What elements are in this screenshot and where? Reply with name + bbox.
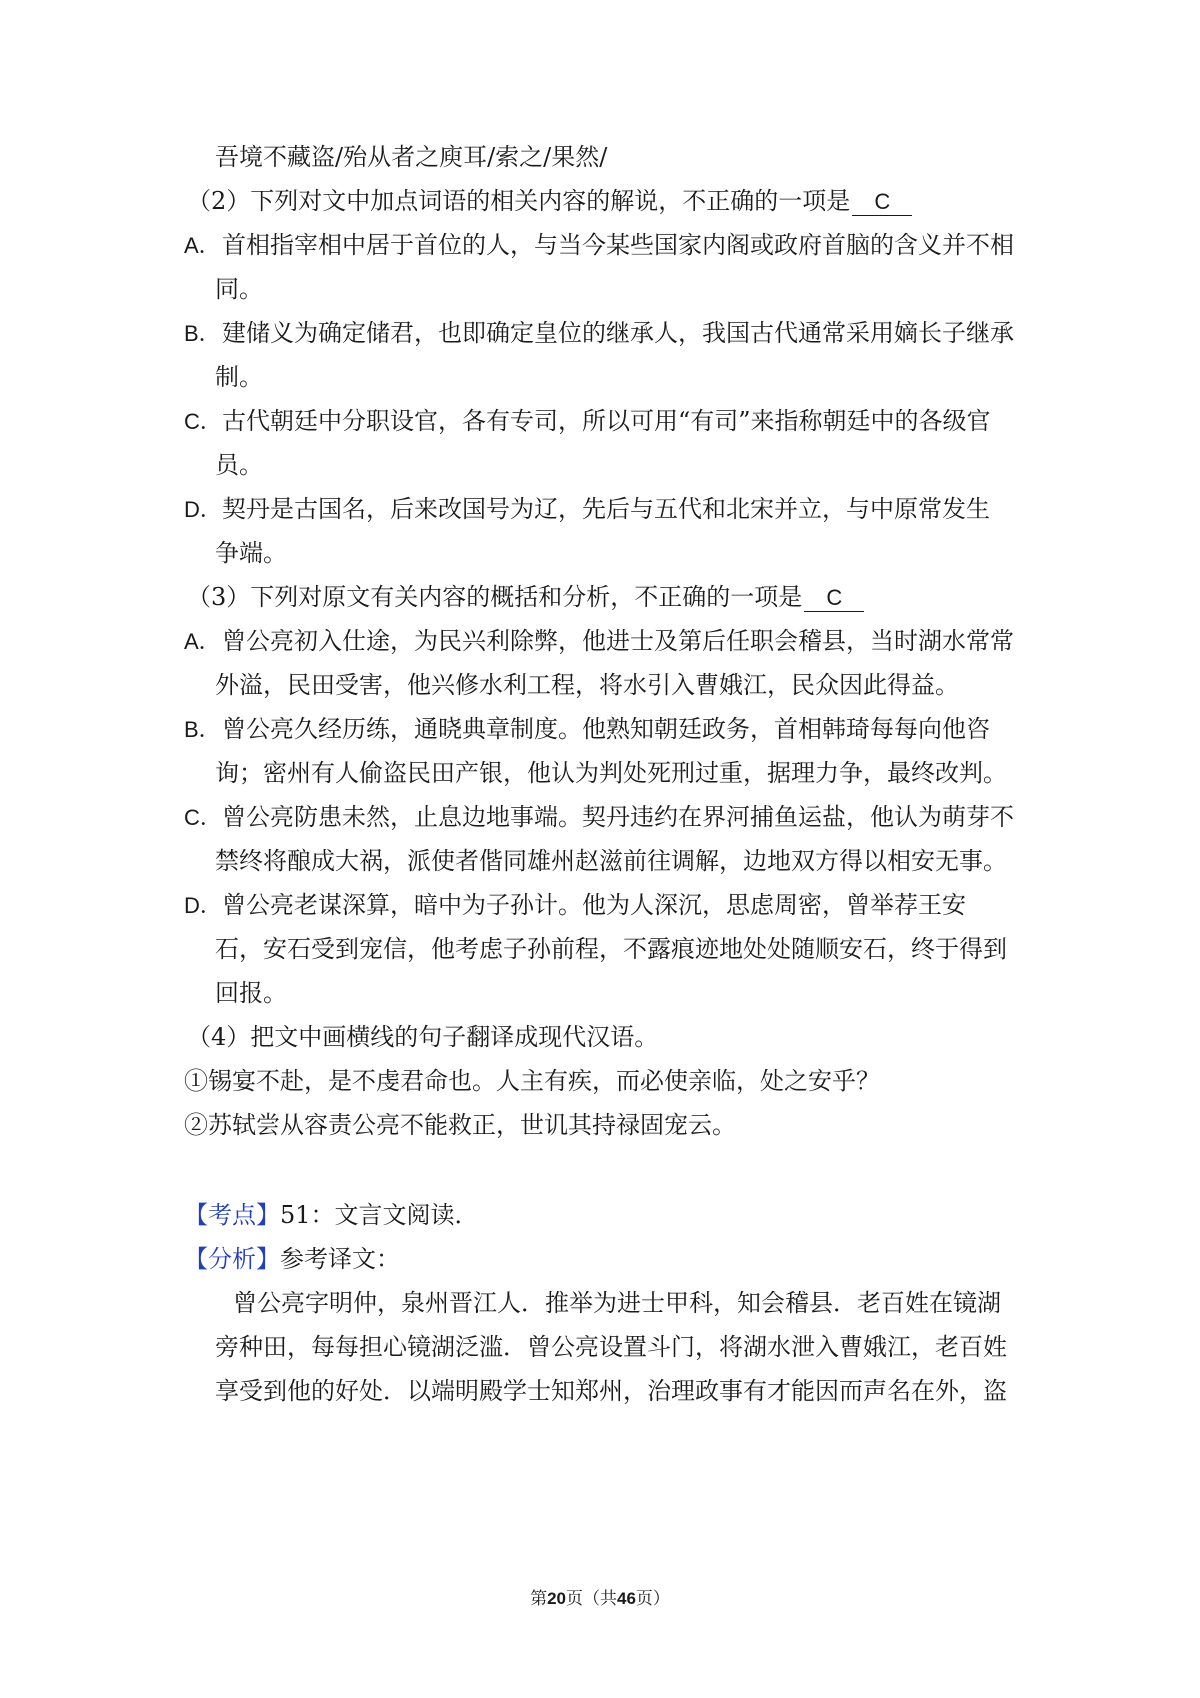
- option-letter: B．: [184, 321, 221, 346]
- q2-option-a-cont: 同。: [215, 275, 263, 303]
- option-letter: C．: [184, 409, 222, 434]
- q2-option-d: D．契丹是古国名，后来改国号为辽，先后与五代和北宋并立，与中原常发生: [184, 495, 990, 523]
- q2-option-c: C．古代朝廷中分职设官，各有专司，所以可用“有司”来指称朝廷中的各级官: [184, 407, 991, 435]
- translation-line-2: 旁种田，每每担心镜湖泛滥．曾公亮设置斗门，将湖水泄入曹娥江，老百姓: [215, 1333, 1007, 1361]
- translation-line-1: 曾公亮字明仲，泉州晋江人．推举为进士甲科，知会稽县．老百姓在镜湖: [233, 1289, 1001, 1317]
- question-2-stem: （2）下列对文中加点词语的相关内容的解说，不正确的一项是 C: [0, 186, 1200, 216]
- question-2-answer: C: [852, 189, 912, 216]
- q3-option-c-cont: 禁终将酿成大祸，派使者偕同雄州赵滋前往调解，边地双方得以相安无事。: [215, 847, 1007, 875]
- q2-option-b: B．建储义为确定储君，也即确定皇位的继承人，我国古代通常采用嫡长子继承: [184, 319, 1014, 347]
- option-letter: B．: [184, 717, 221, 742]
- option-letter: C．: [184, 805, 222, 830]
- kaodian-tag: 【考点】: [184, 1201, 280, 1229]
- q3-option-b-cont: 询；密州有人偷盗民田产银，他认为判处死刑过重，据理力争，最终改判。: [215, 759, 1007, 787]
- q3-option-a: A．曾公亮初入仕途，为民兴利除弊，他进士及第后任职会稽县，当时湖水常常: [184, 627, 1014, 655]
- q3-option-a-cont: 外溢，民田受害，他兴修水利工程，将水引入曹娥江，民众因此得益。: [215, 671, 959, 699]
- option-letter: A．: [184, 233, 221, 258]
- question-3-answer: C: [804, 585, 864, 612]
- question-4-stem: （4）把文中画横线的句子翻译成现代汉语。: [187, 1023, 659, 1051]
- option-letter: D．: [184, 893, 222, 918]
- punctuation-answer-line: 吾境不藏盗/殆从者之庾耳/索之/果然/: [215, 143, 608, 171]
- q3-option-b: B．曾公亮久经历练，通晓典章制度。他熟知朝廷政务，首相韩琦每每向他咨: [184, 715, 990, 743]
- option-letter: D．: [184, 497, 222, 522]
- page-number: 20: [547, 1589, 566, 1608]
- fenxi-tag: 【分析】: [184, 1245, 280, 1273]
- question-4-sentence-2: ②苏轼尝从容责公亮不能救正，世讥其持禄固宠云。: [184, 1111, 736, 1139]
- q2-option-a: A．首相指宰相中居于首位的人，与当今某些国家内阁或政府首脑的含义并不相: [184, 231, 1014, 259]
- question-4-sentence-1: ①锡宴不赴，是不虔君命也。人主有疾，而必使亲临，处之安乎？: [184, 1067, 880, 1095]
- q2-option-c-cont: 员。: [215, 451, 263, 479]
- q2-option-b-cont: 制。: [215, 363, 263, 391]
- q2-option-d-cont: 争端。: [215, 539, 287, 567]
- translation-line-3: 享受到他的好处．以端明殿学士知郑州，治理政事有才能因而声名在外，盗: [215, 1377, 1007, 1405]
- option-letter: A．: [184, 629, 221, 654]
- q3-option-d: D．曾公亮老谋深算，暗中为子孙计。他为人深沉，思虑周密，曾举荐王安: [184, 891, 966, 919]
- q3-option-d-cont2: 回报。: [215, 979, 287, 1007]
- q3-option-d-cont: 石，安石受到宠信，他考虑子孙前程，不露痕迹地处处随顺安石，终于得到: [215, 935, 1007, 963]
- question-3-stem: （3）下列对原文有关内容的概括和分析，不正确的一项是 C: [0, 582, 1200, 612]
- page-total: 46: [617, 1589, 636, 1608]
- q3-option-c: C．曾公亮防患未然，止息边地事端。契丹违约在界河捕鱼运盐，他认为萌芽不: [184, 803, 1014, 831]
- kaodian-line: 【考点】51：文言文阅读．: [184, 1201, 479, 1229]
- page-footer: 第20页（共46页）: [530, 1589, 670, 1609]
- fenxi-line: 【分析】参考译文：: [184, 1245, 400, 1273]
